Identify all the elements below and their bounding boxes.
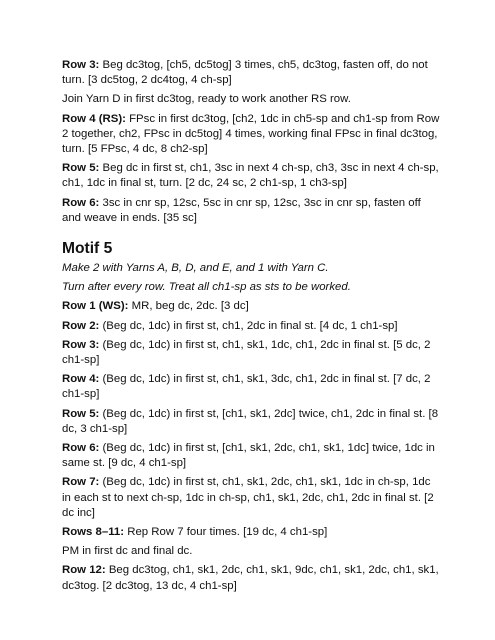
row-text: Beg dc3tog, [ch5, dc5tog] 3 times, ch5, dc3tog, fasten off, do not turn. [3 dc5tog, 2 dc4tog, 4 ch-sp] xyxy=(62,59,428,87)
instruction-text: PM in first dc and final dc. xyxy=(62,545,193,558)
place-marker-instruction xyxy=(62,544,440,559)
row-3-instruction xyxy=(62,58,440,88)
row-label: Row 4: xyxy=(62,373,100,386)
motif-note-turn: Turn after every row. Treat all ch1-sp as sts to be worked. xyxy=(62,281,351,294)
row-6-instruction xyxy=(62,196,440,226)
row-text: Beg dc in first st, ch1, 3sc in next 4 ch-sp, ch3, 3sc in next 4 ch-sp, ch1, 1dc in final st, turn. [2 dc, 24 sc, 2 ch1-sp, 1 ch3-sp] xyxy=(62,162,439,190)
row-label: Row 1 (WS): xyxy=(62,300,129,313)
row-text: (Beg dc, 1dc) in first st, ch1, sk1, 1dc, ch1, 2dc in final st. [5 dc, 2 ch1-sp] xyxy=(62,338,431,367)
row-label: Row 6: xyxy=(62,442,100,455)
motif-heading: Motif 5 xyxy=(62,240,113,258)
row-text: Beg dc3tog, ch1, sk1, 2dc, ch1, sk1, 9dc, ch1, sk1, 2dc, ch1, sk1, dc3tog. [2 dc3tog, 13 dc, 4 ch1-sp] xyxy=(62,564,439,592)
row-text: (Beg dc, 1dc) in first st, [ch1, sk1, 2dc] twice, ch1, 2dc in final st. [8 dc, 3 ch1-sp] xyxy=(62,407,439,435)
motif-row-4-instruction xyxy=(62,372,440,402)
row-label: Row 7: xyxy=(62,476,100,489)
row-label: Row 5: xyxy=(62,407,100,420)
motif-row-3-instruction xyxy=(62,338,440,368)
join-yarn-instruction xyxy=(62,92,440,107)
row-label: Row 3: xyxy=(62,59,100,71)
motif-row-7-instruction xyxy=(62,475,440,521)
row-text: Rep Row 7 four times. [19 dc, 4 ch1-sp] xyxy=(124,526,328,539)
row-label: Row 12: xyxy=(62,564,106,577)
motif-row-6-instruction xyxy=(62,441,440,471)
instruction-text: Join Yarn D in first dc3tog, ready to work another RS row. xyxy=(62,93,351,106)
row-text: (Beg dc, 1dc) in first st, ch1, sk1, 3dc, ch1, 2dc in final st. [7 dc, 2 ch1-sp] xyxy=(62,373,431,401)
row-label: Row 2: xyxy=(62,319,100,332)
motif-row-12-instruction xyxy=(62,563,440,593)
row-label: Rows 8–11: xyxy=(62,526,125,539)
row-text: (Beg dc, 1dc) in first st, ch1, 2dc in final st. [4 dc, 1 ch1-sp] xyxy=(99,319,398,332)
motif-rows-8-11-instruction xyxy=(62,525,440,540)
motif-note-yarns: Make 2 with Yarns A, B, D, and E, and 1 with Yarn C. xyxy=(62,262,329,275)
row-text: FPsc in first dc3tog, [ch2, 1dc in ch5-sp and ch1-sp from Row 2 together, ch2, FPsc in dc5tog] 4 times, working final FPsc in final dc3tog, turn. [5 FPsc, 4 dc, 8 ch2-sp] xyxy=(62,112,440,156)
row-label: Row 5: xyxy=(62,162,100,175)
row-text: (Beg dc, 1dc) in first st, [ch1, sk1, 2dc, ch1, sk1, 1dc] twice, 1dc in same st. [9 dc, 4 ch1-sp] xyxy=(62,442,435,470)
motif-row-1-instruction xyxy=(62,299,440,314)
row-label: Row 6: xyxy=(62,196,100,209)
motif-row-2-instruction xyxy=(62,319,440,334)
row-label: Row 3: xyxy=(62,338,100,351)
row-label: Row 4 (RS): xyxy=(62,112,126,125)
pattern-page xyxy=(62,58,440,598)
row-5-instruction xyxy=(62,161,440,191)
row-text: 3sc in cnr sp, 12sc, 5sc in cnr sp, 12sc, 3sc in cnr sp, fasten off and weave in ends. [35 sc] xyxy=(62,196,421,224)
row-text: (Beg dc, 1dc) in first st, ch1, sk1, 2dc, ch1, sk1, 1dc in ch-sp, 1dc in each st to next ch-sp, 1dc in ch-sp, ch1, sk1, 2dc, ch1, 2dc in final st. [2 dc inc] xyxy=(62,476,434,519)
motif-row-5-instruction xyxy=(62,407,440,437)
row-text: MR, beg dc, 2dc. [3 dc] xyxy=(128,300,249,313)
row-4-rs-instruction xyxy=(62,112,440,158)
